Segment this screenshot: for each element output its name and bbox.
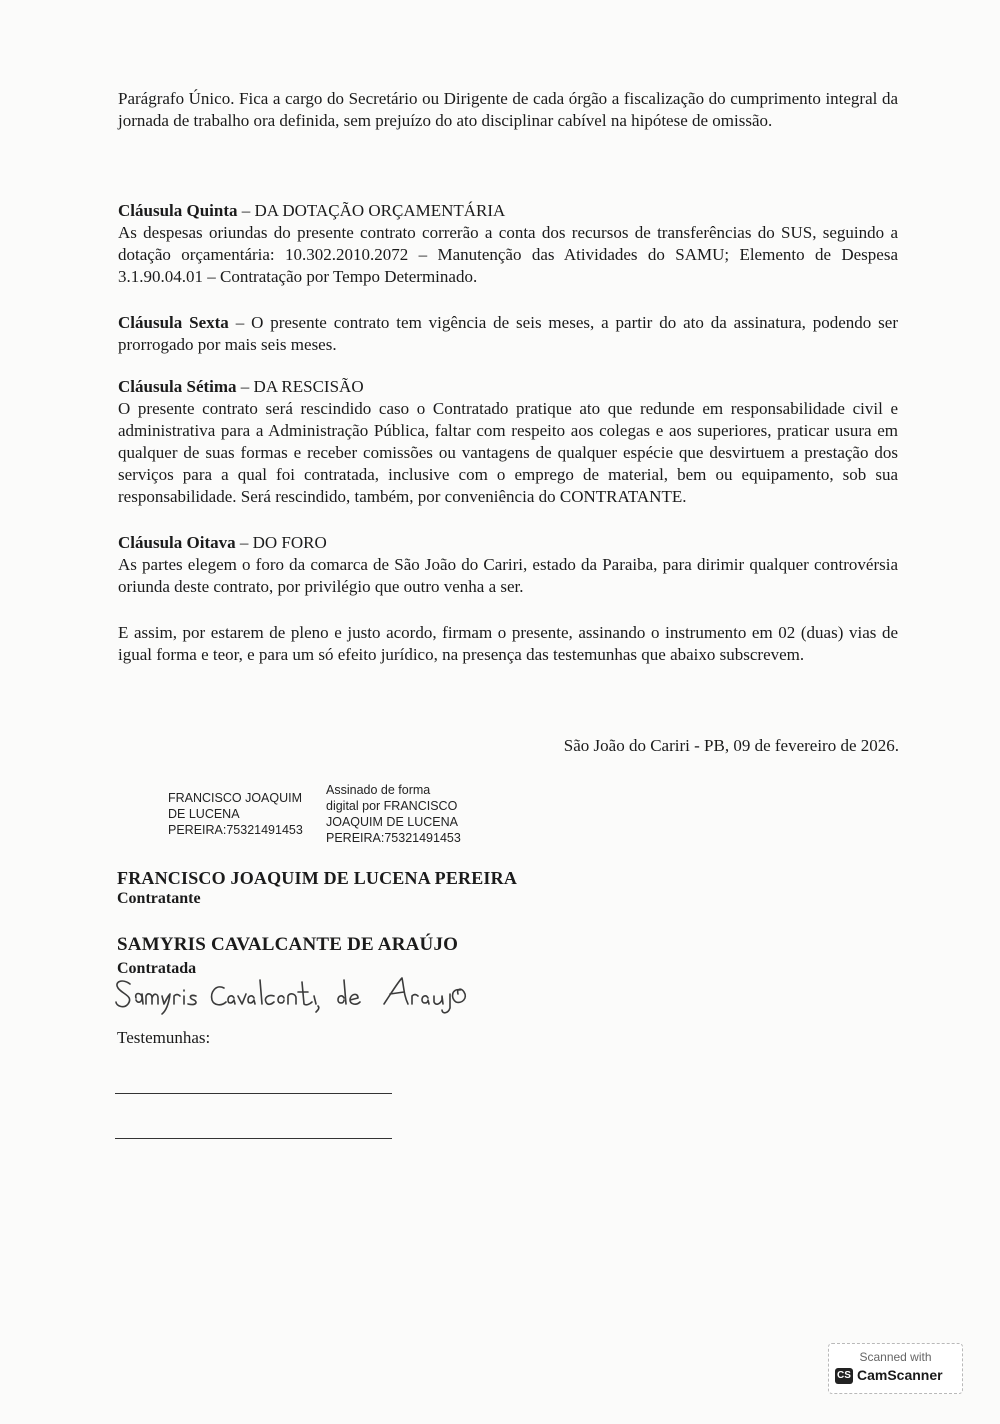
digital-signature-note-line: JOAQUIM DE LUCENA [326, 815, 458, 829]
clausula-oitava-text: As partes elegem o foro da comarca de São João do Cariri, estado da Paraiba, para dirimir qualquer controvérsia oriunda deste contrato, por privilégio que outro venha a ser. [118, 555, 898, 596]
digital-signature-note-line: Assinado de forma [326, 783, 431, 797]
digital-signature-name-line: FRANCISCO JOAQUIM [168, 791, 303, 805]
witness-line-2 [115, 1138, 392, 1139]
clausula-setima-title: – DA RESCISÃO [240, 377, 364, 396]
clausula-sexta-text: – O presente contrato tem vigência de seis meses, a partir do ato da assinatura, podendo ser prorrogado por mais seis meses. [118, 313, 899, 354]
clausula-quinta-title: – DA DOTAÇÃO ORÇAMENTÁRIA [241, 201, 506, 220]
camscanner-brand: CamScanner [857, 1367, 943, 1383]
camscanner-logo-icon: CS [835, 1368, 853, 1384]
clausula-oitava-title: – DO FORO [239, 533, 327, 552]
digital-signature-name-line: PEREIRA:75321491453 [168, 823, 303, 837]
paragrafo-unico: Parágrafo Único. Fica a cargo do Secretário ou Dirigente de cada órgão a fiscalização do cumprimento integral da jornada de trabalho ora definida, sem prejuízo do ato disciplinar cabível na hipótese de omissão. [118, 89, 898, 130]
contratada-name: SAMYRIS CAVALCANTE DE ARAÚJO [117, 934, 459, 955]
clausula-sexta-label: Cláusula Sexta [118, 313, 229, 332]
clausula-quinta-text: As despesas oriundas do presente contrato correrão a conta dos recursos de transferências do SUS, seguindo a dotação orçamentária: 10.302.2010.2072 – Manutenção das Atividades do SAMU; Elemento de Despesa 3.1.90.04.01 – Contratação por Tempo Determinado. [118, 223, 898, 286]
clausula-quinta-heading [118, 200, 505, 222]
handwritten-signature [112, 968, 542, 1018]
digital-signature-note [326, 782, 476, 846]
clausula-sexta [118, 312, 898, 356]
clausula-setima-heading [118, 376, 364, 398]
digital-signature-note-line: digital por FRANCISCO [326, 799, 458, 813]
contratada-role: Contratada [117, 960, 197, 977]
date-line: São João do Cariri - PB, 09 de fevereiro de 2026. [563, 736, 899, 755]
contratante-name: FRANCISCO JOAQUIM DE LUCENA PEREIRA [117, 868, 518, 888]
clausula-quinta-label: Cláusula Quinta [118, 201, 238, 220]
camscanner-top-text: Scanned with [859, 1350, 932, 1364]
camscanner-badge [828, 1343, 963, 1394]
contratante-role: Contratante [117, 890, 201, 907]
digital-signature-name [168, 790, 318, 838]
digital-signature-name-line: DE LUCENA [168, 807, 240, 821]
clausula-setima-label: Cláusula Sétima [118, 377, 237, 396]
witness-line-1 [115, 1093, 392, 1094]
witnesses-label: Testemunhas: [117, 1028, 211, 1047]
clausula-oitava-label: Cláusula Oitava [118, 533, 236, 552]
clausula-oitava-heading [118, 532, 327, 554]
clausula-setima-text: O presente contrato será rescindido caso o Contratado pratique ato que redunde em responsabilidade civil e administrativa para a Administração Pública, faltar com respeito aos colegas e aos superiores, praticar usura em qualquer de suas formas e receber comissões ou vantagens de qualquer espécie que desvirtuem a prestação dos serviços para a qual foi contratada, inclusive com o emprego de material, bem ou equipamento, sob sua responsabilidade. Será rescindido, também, por conveniência do CONTRATANTE. [118, 399, 898, 506]
digital-signature-note-line: PEREIRA:75321491453 [326, 831, 461, 845]
closing-paragraph: E assim, por estarem de pleno e justo acordo, firmam o presente, assinando o instrumento em 02 (duas) vias de igual forma e teor, e para um só efeito jurídico, na presença das testemunhas que abaixo subscrevem. [118, 623, 898, 664]
